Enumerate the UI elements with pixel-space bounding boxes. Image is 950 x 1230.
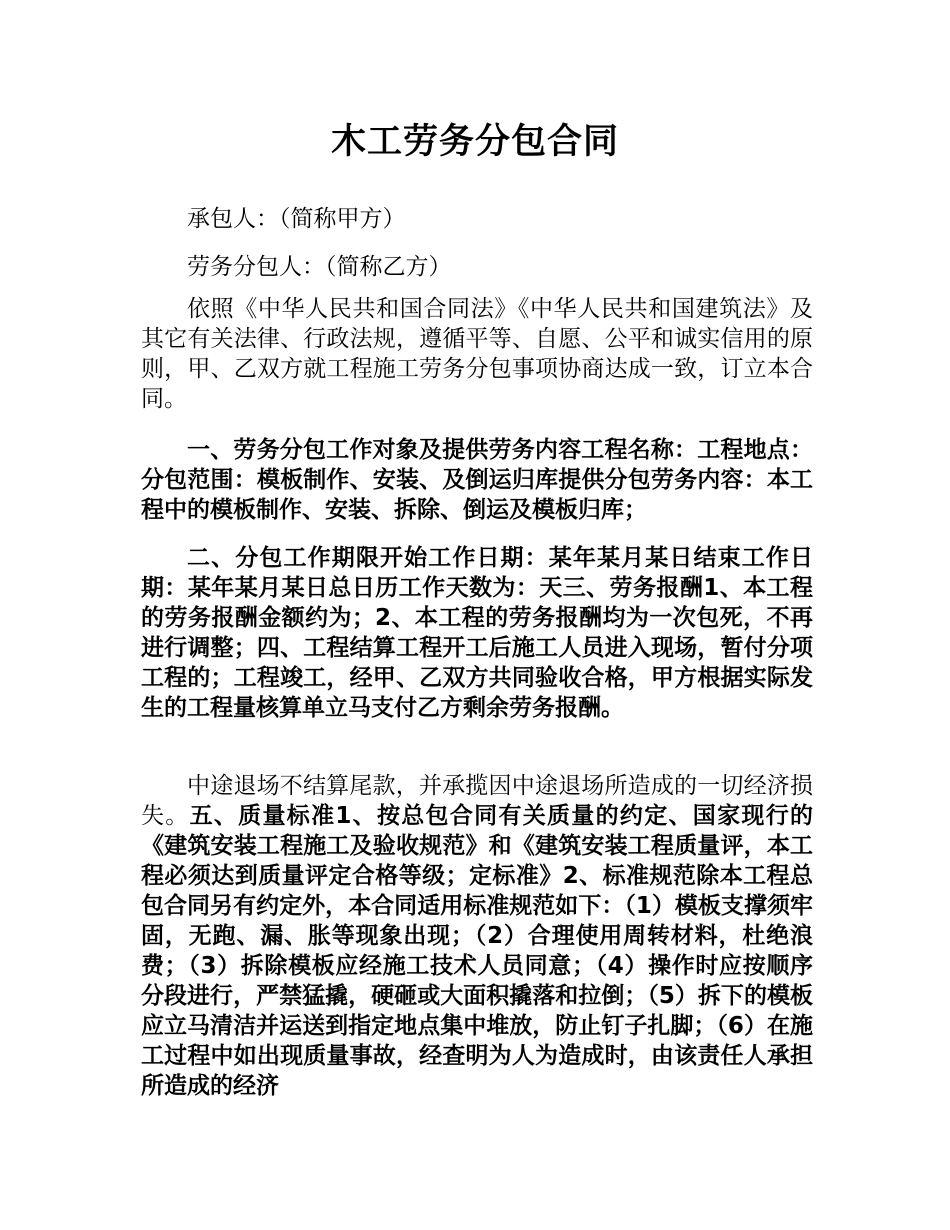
quality-standard-paragraph (141, 771, 813, 1101)
exit-clause-text: 中途退场不结算尾款，并承揽因中途退场所造成的一切经济损失。 (141, 773, 813, 829)
period-and-payment-paragraph: 二、分包工作期限开始工作日期：某年某月某日结束工作日期：某年某月某日总日历工作天数为：天三、劳务报酬1、本工程的劳务报酬金额约为；2、本工程的劳务报酬均为一次包死，不再进行调整；四、工程结算工程开工后施工人员进入现场，暂付分项工程的；工程竣工，经甲、乙双方共同验收合格，甲方根据实际发生的工程量核算单立马支付乙方剩余劳务报酬。 (141, 545, 813, 721)
document-title: 木工劳务分包合同 (330, 122, 619, 162)
contractor-line: 承包人：（简称甲方） (187, 206, 406, 232)
subcontractor-line: 劳务分包人：（简称乙方） (187, 254, 452, 280)
scope-paragraph: 一、劳务分包工作对象及提供劳务内容工程名称：工程地点：分包范围：模板制作、安装、及倒运归库提供分包劳务内容：本工程中的模板制作、安装、拆除、倒运及模板归库； (141, 437, 813, 523)
quality-standard-text: 五、质量标准1、按总包合同有关质量的约定、国家现行的《建筑安装工程施工及验收规范》和《建筑安装工程质量评，本工程必须达到质量评定合格等级；定标准》2、标准规范除本工程总包合同另有约定外，本合同适用标准规范如下：（1）模板支撑须牢固，无跑、漏、胀等现象出现；（2）合理使用周转材料，杜绝浪费；（3）拆除模板应经施工技术人员同意；（4）操作时应按顺序分段进行，严禁猛撬，硬砸或大面积撬落和拉倒；（5）拆下的模板应立马清洁并运送到指定地点集中堆放，防止钉子扎脚；（6）在施工过程中如出现质量事故，经查明为人为造成时，由该责任人承担所造成的经济 (141, 803, 813, 1099)
basis-paragraph: 依照《中华人民共和国合同法》《中华人民共和国建筑法》及其它有关法律、行政法规，遵循平等、自愿、公平和诚实信用的原则，甲、乙双方就工程施工劳务分包事项协商达成一致，订立本合同。 (141, 296, 813, 412)
